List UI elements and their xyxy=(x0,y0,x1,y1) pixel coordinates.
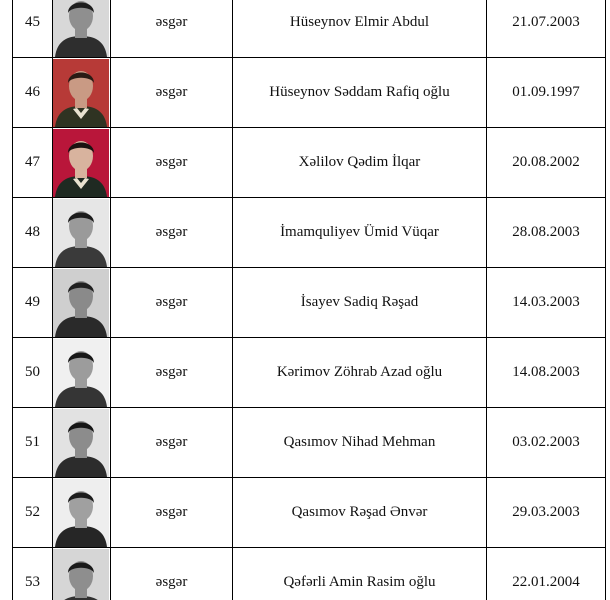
rank-cell: əsgər xyxy=(111,198,233,268)
name-cell: Xəlilov Qədim İlqar xyxy=(233,128,487,198)
table-row xyxy=(13,408,606,478)
photo-cell xyxy=(53,478,111,548)
rank-cell: əsgər xyxy=(111,0,233,58)
table-row xyxy=(13,548,606,600)
portrait-bw-photo-icon xyxy=(53,479,109,547)
row-number: 48 xyxy=(13,198,53,268)
photo-cell xyxy=(53,58,111,128)
name-cell: Qasımov Rəşad Ənvər xyxy=(233,478,487,548)
roster-table-body xyxy=(13,0,606,600)
row-number: 53 xyxy=(13,548,53,600)
row-number: 51 xyxy=(13,408,53,478)
rank-cell: əsgər xyxy=(111,128,233,198)
row-number: 45 xyxy=(13,0,53,58)
soldier-roster-table xyxy=(12,0,606,600)
name-cell: Qasımov Nihad Mehman xyxy=(233,408,487,478)
rank-cell: əsgər xyxy=(111,548,233,600)
portrait-bw-photo-icon xyxy=(53,409,109,477)
birth-date-cell: 29.03.2003 xyxy=(487,478,606,548)
rank-cell: əsgər xyxy=(111,338,233,408)
portrait-bw-photo-icon xyxy=(53,339,109,407)
portrait-uniform-photo-icon xyxy=(53,129,109,197)
rank-cell: əsgər xyxy=(111,268,233,338)
name-cell: Hüseynov Səddam Rafiq oğlu xyxy=(233,58,487,128)
name-cell: İmamquliyev Ümid Vüqar xyxy=(233,198,487,268)
photo-cell xyxy=(53,128,111,198)
table-row xyxy=(13,128,606,198)
birth-date-cell: 14.08.2003 xyxy=(487,338,606,408)
birth-date-cell: 20.08.2002 xyxy=(487,128,606,198)
name-cell: İsayev Sadiq Rəşad xyxy=(233,268,487,338)
photo-cell xyxy=(53,0,111,58)
birth-date-cell: 14.03.2003 xyxy=(487,268,606,338)
rank-cell: əsgər xyxy=(111,58,233,128)
photo-cell xyxy=(53,338,111,408)
table-row xyxy=(13,0,606,58)
portrait-bw-photo-icon xyxy=(53,0,109,57)
birth-date-cell: 03.02.2003 xyxy=(487,408,606,478)
photo-cell xyxy=(53,268,111,338)
table-row xyxy=(13,478,606,548)
row-number: 46 xyxy=(13,58,53,128)
name-cell: Kərimov Zöhrab Azad oğlu xyxy=(233,338,487,408)
table-row xyxy=(13,268,606,338)
photo-cell xyxy=(53,548,111,600)
row-number: 47 xyxy=(13,128,53,198)
name-cell: Hüseynov Elmir Abdul xyxy=(233,0,487,58)
table-row xyxy=(13,198,606,268)
portrait-uniform-photo-icon xyxy=(53,59,109,127)
birth-date-cell: 28.08.2003 xyxy=(487,198,606,268)
portrait-bw-photo-icon xyxy=(53,199,109,267)
portrait-bw-photo-icon xyxy=(53,549,109,600)
photo-cell xyxy=(53,198,111,268)
name-cell: Qəfərli Amin Rasim oğlu xyxy=(233,548,487,600)
birth-date-cell: 01.09.1997 xyxy=(487,58,606,128)
rank-cell: əsgər xyxy=(111,408,233,478)
rank-cell: əsgər xyxy=(111,478,233,548)
row-number: 52 xyxy=(13,478,53,548)
portrait-bw-photo-icon xyxy=(53,269,109,337)
table-row xyxy=(13,338,606,408)
table-row xyxy=(13,58,606,128)
photo-cell xyxy=(53,408,111,478)
birth-date-cell: 22.01.2004 xyxy=(487,548,606,600)
birth-date-cell: 21.07.2003 xyxy=(487,0,606,58)
row-number: 49 xyxy=(13,268,53,338)
row-number: 50 xyxy=(13,338,53,408)
